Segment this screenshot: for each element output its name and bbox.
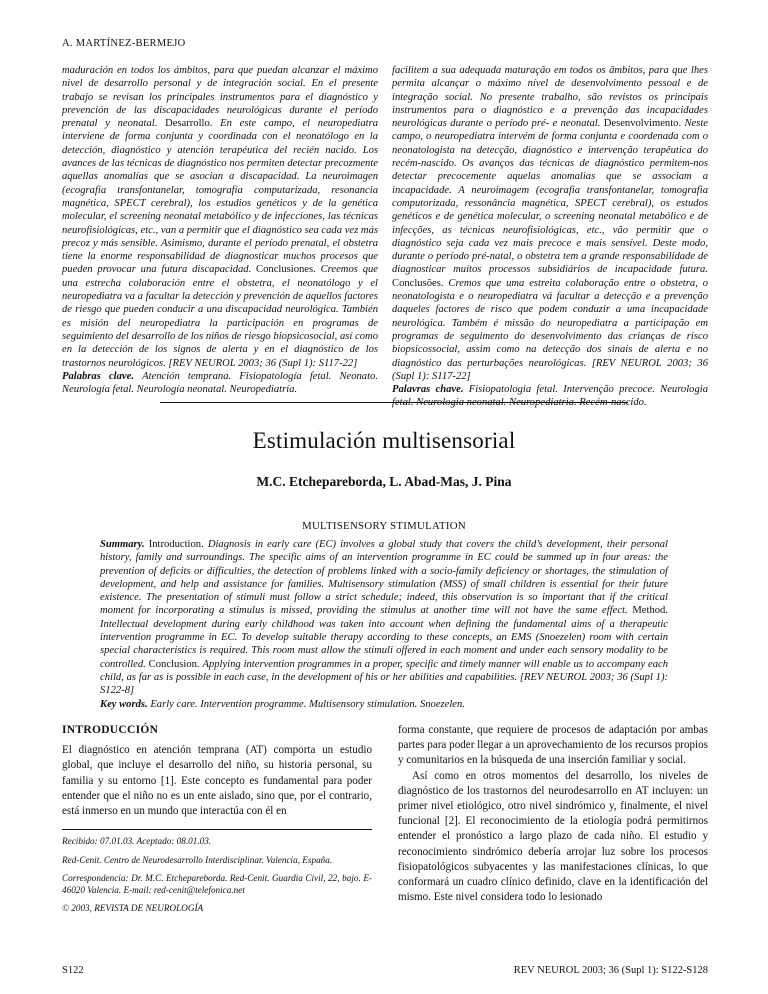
section-divider xyxy=(160,402,628,403)
keywords-text: Early care. Intervention programme. Multisensory stimulation. Snoezelen. xyxy=(150,698,465,710)
article-title: Estimulación multisensorial xyxy=(252,428,516,453)
copyright: © 2003, REVISTA DE NEUROLOGÍA xyxy=(62,903,204,914)
article-footnotes xyxy=(62,829,372,914)
abstract-text: maduración en todos los ámbitos, para que puedan alcanzar el máximo nivel de desarrollo personal y de integración social. En el presente trabajo se revisan los principales instrumentos para el diagnóstico y prevención de las discapacidades neurológicas durante el período prenatal y neonatal. xyxy=(62,65,378,130)
body-column-right xyxy=(398,723,708,921)
affiliation: Red-Cenit. Centro de Neurodesarrollo Interdisciplinar. Valencia, España. xyxy=(62,854,333,865)
summary-heading-introduction: Introduction. xyxy=(148,539,208,550)
abstract-heading-conclusions: Conclusões. xyxy=(392,277,449,289)
portuguese-abstract-continuation xyxy=(392,64,708,410)
summary-text: Applying intervention programmes in a proper, specific and timely manner will enable us to accompany each child, as far as is possible in each case, in the development of his or her abilities and capabilities. [REV NEUROL 2003; 36 (Supl 1): S122-8] xyxy=(100,658,669,697)
summary-text: Diagnosis in early care (EC) involves a global study that covers the child’s development, their personal history, family and surroundings. The specific aims of an intervention programme in EC could be summed up in four areas: the prevention of deficits or difficulties, the detection of problems linked with a socio-family deficiency or shortages, the stimulation of development, and help and assistance for families. Multisensory stimulation (MSS) of small children is essential for their future existence. The presentation of stimuli must follow a strict schedule; indeed, this observation is so important that if the critical moment for incorporating a stimulus is missed, providing the stimulus at another time will not have the same effect. xyxy=(100,539,669,617)
body-paragraph: Así como en otros momentos del desarrollo, los niveles de diagnóstico de los trastornos del neurodesarrollo en AT incluyen: un primer nivel etiológico, otro nivel sindrómico y, finalmente, el nivel funcional [2]. El reconocimiento de la etiología podrá permitirnos entender el pronóstico a largo plazo de cada niño. El estudio y reconocimiento sindrómico debería arrojar luz sobre los procesos fisiopatológicos subyacentes y las manifestaciones clínicas, lo que conformará un cuadro clínico definido, clave en la identificación del mismo. Este nivel considera todo lo lesionado xyxy=(398,769,708,904)
article-body xyxy=(62,723,708,921)
abstract-heading-development: Desenvolvimento. xyxy=(603,118,685,130)
running-head: A. MARTÍNEZ-BERMEJO xyxy=(62,38,186,49)
previous-article-abstracts xyxy=(62,64,708,410)
received-dates: Recibido: 07.01.03. Aceptado: 08.01.03. xyxy=(62,836,212,847)
abstract-text: Neste campo, o neuropediatra intervém de forma conjunta e coordenada com o neonatologista na detecção, diagnóstico e intervenção terapêutica do recém-nascido. Os avanços das técnicas de diagnóstico permitem-nos detectar precocemente aquelas anomalias que se associam a incapacidade. A neuroimagem (ecografia transfontanelar, tomografia computorizada, ressonância magnética, SPECT cerebral), os estudos genéticos e de genética molecular, o screening neonatal metabólico e de infecções, as técnicas neurofisiológicas, etc., vão permitir que o diagnóstico seja cada vez mais precoce e mais sensível. Deste modo, durante o período pré-natal, o obstetra tem a grande responsabilidade de diagnosticar muitos processos subsidiários de incapacidade futura. xyxy=(392,118,709,276)
abstract-text: Creemos que una estrecha colaboración entre el obstetra, el neonatólogo y el neuropediatra va a facultar la detección y prevención de aquellos factores de riesgo que pueden conducir a una discapacidad neurológica. También es misión del neuropediatra la participación en programas de seguimiento del desarrollo de los niños de riesgo biopsicosocial, así como en la detección de los signos de alerta y en el diagnóstico de los trastornos neurológicos. [REV NEUROL 2003; 36 (Supl 1): S117-22] xyxy=(62,264,378,369)
keywords-label: Key words. xyxy=(100,698,151,710)
body-paragraph: El diagnóstico en atención temprana (AT) comporta un estudio global, que incluye el desarrollo del niño, su historia personal, su familia y su entorno [1]. Este concepto es fundamental para poder entender que el niño no es un ente aislado, sino que, por el contrario, está inmerso en un mundo que interactúa con él en xyxy=(62,744,372,818)
keywords-text: Fisiopatologia fetal. Intervenção precoce. Neurologia fetal. Neurologia neonatal. Neuropediatria. Recém-nascido. xyxy=(392,384,708,409)
abstract-text: Cremos que uma estreita colaboração entre o obstetra, o neonatologista e o neuropediatra vá facultar a detecção e a prevenção daqueles factores de risco que podem conduzir a uma incapacidade neurológica. Também é missão do neuropediatra a participação em programas de seguimento do desenvolvimento das crianças de risco biopsicossocial, assim como na detecção dos sinais de alerta e no diagnóstico das perturbações neurológicas. [REV NEUROL 2003; 36 (Supl 1): S117-22] xyxy=(392,277,708,382)
abstract-heading-conclusions: Conclusiones. xyxy=(256,264,321,276)
spanish-abstract-continuation xyxy=(62,64,378,410)
summary-heading-conclusion: Conclusion. xyxy=(148,658,203,670)
body-column-left xyxy=(62,723,372,921)
abstract-text: facilitem a sua adequada maturação em todos os âmbitos, para que lhes permita alcançar o máximo nível de desenvolvimento pessoal e de integração social. No presente trabalho, são revistos os principais instrumentos para o diagnóstico e a prevenção das incapacidades neurológicas durante o período pré- e neonatal. xyxy=(392,65,708,130)
abstract-text: En este campo, el neuropediatra interviene de forma conjunta y coordinada con el neonatólogo en la detección, diagnóstico y atención terapéutica del recién nacido. Los avances de las técnicas de diagnóstico nos permiten detectar precozmente aquellas anomalías que se asocian a discapacidad. La neuroimagen (ecografía transfontanelar, tomografía computarizada, resonancia magnética, SPECT cerebral), los estudios genéticos y de la genética molecular, el screening neonatal metabólico y de infecciones, las técnicas neurofisiológicas, etc., van a permitir que el diagnóstico sea cada vez más precoz y más sensible. Asimismo, durante el período prenatal, el obstetra tiene la enorme responsabilidad de diagnosticar muchos procesos que pueden provocar una futura discapacidad. xyxy=(62,118,379,276)
keywords-label: Palabras clave. xyxy=(62,370,143,382)
correspondence: Correspondencia: Dr. M.C. Etchepareborda. Red-Cenit. Guardia Civil, 22, bajo. E-46020 Valencia. E-mail: red-cenit@telefonica.net xyxy=(62,872,372,896)
summary-text: Intellectual development during early childhood was taken into account when defining the fundamental aims of a therapeutic intervention programme in EC. To develop suitable therapy according to these concepts, an EMS (Snoezelen) room with certain special characteristics is required. This room must allow the stimuli offered in each moment and under each sensory modality to be controlled. xyxy=(100,618,668,670)
keywords-text: Atención temprana. Fisiopatología fetal. Neonato. Neurología fetal. Neurología neonatal. Neuropediatría. xyxy=(62,370,378,396)
english-title: MULTISENSORY STIMULATION xyxy=(302,520,466,532)
article-authors: M.C. Etchepareborda, L. Abad-Mas, J. Pina xyxy=(256,474,512,489)
body-paragraph: forma constante, que requiere de procesos de adaptación por ambas partes para poder llegar a un aprovechamiento de los recursos propios y comunitarios en la búsqueda de una inserción familiar y social. xyxy=(398,724,708,767)
english-summary xyxy=(100,538,668,711)
summary-heading-method: Method. xyxy=(632,605,668,617)
abstract-heading-development: Desarrollo. xyxy=(165,118,221,130)
summary-label: Summary. xyxy=(100,539,149,550)
page-number: S122 xyxy=(62,965,84,976)
keywords-label: Palavras chave. xyxy=(392,384,469,396)
journal-reference: REV NEUROL 2003; 36 (Supl 1): S122-S128 xyxy=(513,965,708,976)
section-heading-introduccion: INTRODUCCIÓN xyxy=(62,724,159,736)
